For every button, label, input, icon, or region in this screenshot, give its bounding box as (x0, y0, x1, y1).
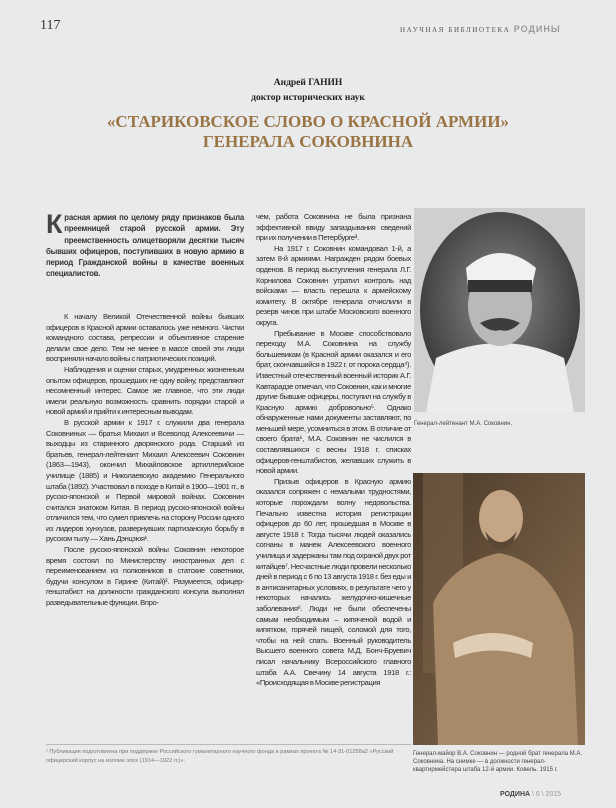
lead-text: расная армия по целому ряду признаков была преемницей старой русской армии. Эту преемственность олицетворяли десятки тысяч бывших офицеров, поступивших в новую армию в период Гражданской войны в качестве военных специалистов. (46, 213, 244, 279)
paragraph: На 1917 г. Соковнин командовал 1-й, а затем 8-й армиями. Награжден рядом боевых орденов. В период выступления генерала Л.Г. Корнилова Соковнин утратил контроль над войсками — власть перешла к армейскому комитету. В октябре генерала отчислили в резерв чинов при штабе Московского военного округа. (256, 243, 411, 327)
footnote-divider (46, 744, 411, 745)
article-title (0, 112, 616, 152)
magazine-footer (500, 790, 561, 799)
portrait-photo-ma-sokovnin (414, 208, 585, 412)
magazine-name: РОДИНА (500, 791, 531, 798)
photo-caption-2: Генерал-майор В.А. Соковнин — родной брат генерала М.А. Соковнина. На снимке — в должности генерал-квартирмейстера штаба 12-й армии. Ковель. 1915 г. (413, 751, 583, 773)
running-head (400, 24, 561, 34)
portrait-photo-va-sokovnin (413, 473, 585, 745)
drop-cap: К (46, 209, 63, 239)
author-title: доктор исторических наук (251, 93, 365, 103)
paragraph: Призыв офицеров в Красную армию оказался сопряжен с немалыми трудностями, которые порождали волну недовольства. Печально известна история регистрации офицеров до 60 лет, прошедшая в Москве в августе 1918 г. Тогда тысячи людей оказались согнаны в манеж Алексеевского военного училища и задержаны там под охраной двух рот китайцев⁷. Несчастные люди провели несколько дней в период с 6 по 13 августа 1918 г. без еды и в антисанитарных условиях, в результате чего у некоторых начались желудочно-кишечные заболевания⁸. Люди не были обеспечены самым необходимым – кипяченой водой и кипятком, горячей пищей, соломой для того, чтобы на ней спать. Военный руководитель Высшего военного совета М.Д. Бонч-Бруевич писал начальнику Всероссийского главного штаба А.А. Свечину 14 августа 1918 г.: «Происходящая в Москве регистрация (256, 476, 411, 688)
footnote: ¹ Публикация подготовлена при поддержке Российского гуманитарного научного фонда в рамках проекта № 14-31-01258а2 «Русский офицерский корпус на изломе эпох (1914—1922 гг.)». (46, 749, 394, 764)
author-name: Андрей ГАНИН (273, 78, 343, 88)
column-1 (46, 312, 244, 609)
byline (0, 76, 616, 106)
running-head-text: НАУЧНАЯ БИБЛИОТЕКА (400, 26, 511, 34)
paragraph: К началу Великой Отечественной войны бывших офицеров в Красной армии оставалось уже немного. Чистки командного состава, репрессии и объективное старение делали свое дело. Тем не менее в массе своей эти люди восприняли начало войны с патриотических позиций. (46, 312, 244, 364)
paragraph: Наблюдения и оценки старых, умудренных жизненным опытом офицеров, прошедших не одну войну, представляют несомненный интерес. Самое же главное, что эти люди имели реальную возможность сравнить порядки старой и новой армий и прийти к интересным выводам. (46, 364, 244, 417)
title-line-2: ГЕНЕРАЛА СОКОВНИНА (202, 132, 414, 151)
running-head-brand: РОДИНЫ (513, 24, 561, 34)
page-number: 117 (40, 18, 61, 33)
photo-caption-1: Генерал-лейтенант М.А. Соковнин. (414, 421, 513, 427)
column-2 (256, 212, 411, 689)
paragraph: В русской армии к 1917 г. служили два генерала Соковниных — братья Михаил и Всеволод Алексеевичи — выходцы из старинного дворянского рода. Старший из братьев, генерал-лейтенант Михаил Алексеевич Соковнин (1863—1943), окончил Михайловское артиллерийское училище (1885) и Николаевскую академию Генерального штаба (1892). Участвовал в походе в Китай в 1900—1901 гг., в русско-японской и Первой мировой войнах. Соковнин считался знатоком Китая. В период русско-японской войны отличился тем, что сумел привлечь на сторону России одного из лидеров хунхузов, развернувших партизанскую борьбу в русском тылу — Хань Дэнцзюя¹. (46, 417, 244, 544)
issue-info: \ 6 \ 2015 (530, 791, 562, 798)
lead-paragraph (46, 209, 244, 280)
paragraph: После русско-японской войны Соковнин некоторое время состоял по Министерству иностранных дел с переименованием из полковников в статские советники, будучи консулом в Гирине (Китай)². Разумеется, офицер-генштабист на должности гражданского консула выполнял разведывательные функции. Впро- (46, 545, 244, 608)
title-line-1: «СТАРИКОВСКОЕ СЛОВО О КРАСНОЙ АРМИИ» (106, 112, 510, 131)
paragraph: чем, работа Соковнина не была признана эффективной ввиду запаздывания сведений при их получении в Петербурге³. (256, 212, 411, 243)
paragraph: Пребывание в Москве способствовало переходу М.А. Соковнина на службу большевикам (в Красной армии оказался и его брат, скончавшийся в 1922 г. от порока сердца⁴). Известный отечественный военный историк А.Г. Кавтарадзе отмечал, что Соковнин, как и многие другие бывшие офицеры, поступил на службу в Красную армию добровольно⁵. Однако обнаруженные нами документы заставляют, по меньшей мере, усомниться в этом. В отличие от своего брата⁶, М.А. Соковнин не числился в составлявшихся с весны 1918 г. списках офицеров-генштабистов, желавших служить в новой армии. (256, 328, 411, 476)
